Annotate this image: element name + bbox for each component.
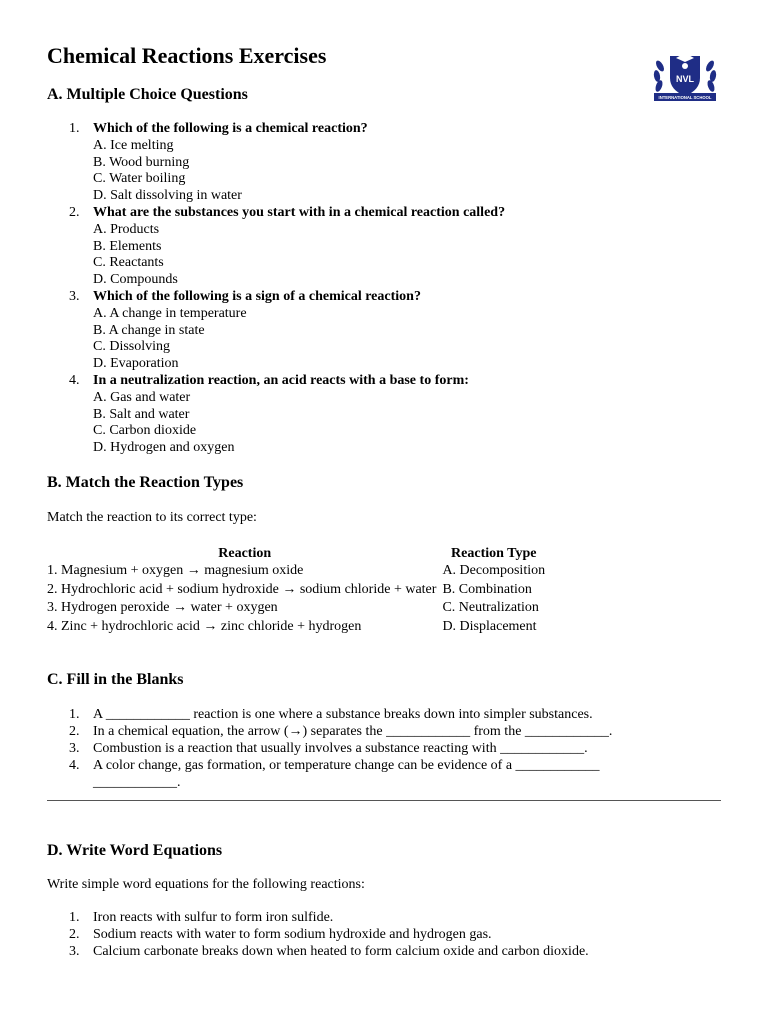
list-item: 1. A ____________ reaction is one where a substance breaks down into simpler substances. xyxy=(69,707,593,722)
svg-text:INTERNATIONAL SCHOOL: INTERNATIONAL SCHOOL xyxy=(658,95,712,100)
question-text: Which of the following is a chemical reaction? xyxy=(93,121,368,136)
reaction-cell: 3. Hydrogen peroxide → water + oxygen xyxy=(47,600,278,615)
blank-sentence: In a chemical equation, the arrow (→) separates the ____________ from the ____________. xyxy=(93,724,613,739)
list-item: 2. In a chemical equation, the arrow (→) separates the ____________ from the ____________. xyxy=(69,724,613,739)
list-item: 1. Iron reacts with sulfur to form iron sulfide. xyxy=(69,910,334,925)
col-type-header: Reaction Type xyxy=(451,545,537,561)
table-row xyxy=(47,582,545,601)
list-item: 4. A color change, gas formation, or temperature change can be evidence of a ____________ ____________. xyxy=(69,758,600,790)
answer-option: D. Compounds xyxy=(93,272,178,288)
question-text: What are the substances you start with in a chemical reaction called? xyxy=(93,204,506,220)
equation-prompt: Iron reacts with sulfur to form iron sulfide. xyxy=(93,910,334,925)
section-divider xyxy=(47,800,721,801)
section-d-heading: D. Write Word Equations xyxy=(47,842,223,859)
question-number: 3. xyxy=(69,288,80,304)
answer-option: B. Elements xyxy=(93,238,162,254)
type-cell: C. Neutralization xyxy=(442,600,539,615)
table-row xyxy=(47,563,545,582)
reaction-cell: 1. Magnesium + oxygen → magnesium oxide xyxy=(47,563,304,578)
equation-prompt: Calcium carbonate breaks down when heated to form calcium oxide and carbon dioxide. xyxy=(93,944,589,959)
answer-option: A. Products xyxy=(93,221,160,237)
question-item xyxy=(0,205,505,289)
answer-option: A. A change in temperature xyxy=(93,305,247,321)
table-row xyxy=(47,600,545,619)
school-crest-icon xyxy=(650,46,720,104)
question-item xyxy=(0,289,505,373)
blank-sentence: A ____________ reaction is one where a substance breaks down into simpler substances. xyxy=(93,707,593,722)
answer-option: C. Reactants xyxy=(93,255,164,271)
question-number: 4. xyxy=(69,372,80,388)
question-text: In a neutralization reaction, an acid reacts with a base to form: xyxy=(93,372,469,388)
answer-option: A. Ice melting xyxy=(93,137,174,153)
question-number: 2. xyxy=(69,204,80,220)
section-b-heading: B. Match the Reaction Types xyxy=(47,474,244,491)
answer-option: D. Hydrogen and oxygen xyxy=(93,440,235,456)
answer-option: C. Dissolving xyxy=(93,339,171,355)
answer-option: D. Evaporation xyxy=(93,356,179,372)
section-a-heading: A. Multiple Choice Questions xyxy=(47,86,248,103)
blank-sentence: Combustion is a reaction that usually involves a substance reacting with ____________. xyxy=(93,741,588,756)
col-reaction-header: Reaction xyxy=(218,545,272,561)
answer-option: A. Gas and water xyxy=(93,389,191,405)
section-c-heading: C. Fill in the Blanks xyxy=(47,671,184,688)
type-cell: B. Combination xyxy=(442,581,532,597)
fill-in-blanks-list xyxy=(0,706,720,791)
answer-option: D. Salt dissolving in water xyxy=(93,188,242,204)
type-cell: D. Displacement xyxy=(442,618,537,634)
page-title: Chemical Reactions Exercises xyxy=(47,43,327,68)
table-row xyxy=(47,619,545,638)
answer-option: B. Wood burning xyxy=(93,154,190,170)
multiple-choice-list xyxy=(0,121,505,457)
list-item: 2. Sodium reacts with water to form sodium hydroxide and hydrogen gas. xyxy=(69,927,492,942)
question-item xyxy=(0,373,505,457)
match-table xyxy=(47,544,545,637)
section-d-instruction: Write simple word equations for the following reactions: xyxy=(47,877,365,892)
equation-prompt: Sodium reacts with water to form sodium hydroxide and hydrogen gas. xyxy=(93,927,492,942)
word-equations-list xyxy=(0,909,589,960)
blank-sentence: A color change, gas formation, or temperature change can be evidence of a ____________ ____________. xyxy=(93,758,600,790)
answer-option: B. A change in state xyxy=(93,322,205,338)
question-text: Which of the following is a sign of a chemical reaction? xyxy=(93,288,421,304)
question-item xyxy=(0,121,505,205)
answer-option: C. Water boiling xyxy=(93,171,186,187)
answer-option: B. Salt and water xyxy=(93,406,190,422)
type-cell: A. Decomposition xyxy=(442,563,546,578)
answer-option: C. Carbon dioxide xyxy=(93,423,197,439)
svg-text:NVL: NVL xyxy=(676,74,694,84)
list-item: 3. Calcium carbonate breaks down when heated to form calcium oxide and carbon dioxide. xyxy=(69,944,589,959)
reaction-cell: 2. Hydrochloric acid + sodium hydroxide → sodium chloride + water xyxy=(47,581,437,597)
list-item: 3. Combustion is a reaction that usually involves a substance reacting with ____________. xyxy=(69,741,588,756)
section-b-instruction: Match the reaction to its correct type: xyxy=(47,510,257,525)
question-number: 1. xyxy=(69,121,80,136)
reaction-cell: 4. Zinc + hydrochloric acid → zinc chloride + hydrogen xyxy=(47,618,362,634)
